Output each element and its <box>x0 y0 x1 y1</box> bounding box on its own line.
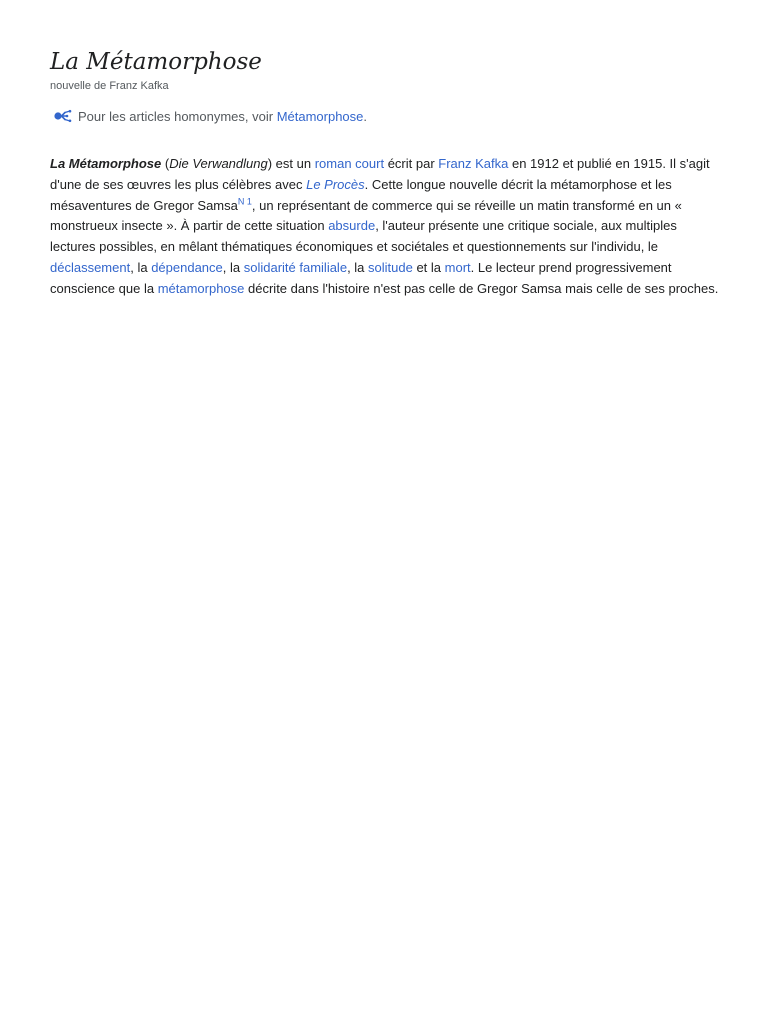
text-segment: décrite dans l'histoire n'est pas celle de Gregor Samsa mais celle de ses proches. <box>244 280 719 296</box>
text-segment: , un représentant de commerce qui se réveille un matin transformé en un « monstrueux insecte ». À partir de cette situation <box>50 197 682 234</box>
note-reference-n1[interactable]: N 1 <box>237 196 252 207</box>
link-franz-kafka[interactable]: Franz Kafka <box>438 156 509 171</box>
intro-paragraph <box>50 154 720 300</box>
text-segment: écrit par <box>384 156 439 171</box>
hatnote-prefix: Pour les articles homonymes, voir <box>78 108 277 124</box>
text-segment: ( <box>161 156 170 171</box>
text-segment: . Cette longue nouvelle décrit la métamorphose et les mésaventures de Gregor Samsa <box>50 176 672 213</box>
article-title-bold: La Métamorphose <box>50 156 162 171</box>
link-dependance[interactable]: dépendance <box>151 259 223 275</box>
text-segment: . Le lecteur prend progressivement conscience que la <box>50 259 672 296</box>
text-segment: , la <box>222 259 244 275</box>
text-segment: en 1912 et publié en 1915. Il s'agit d'une de ses œuvres les plus célèbres avec <box>50 156 710 192</box>
text-segment: , l'auteur présente une critique sociale, aux multiples lectures possibles, en mêlant thématiques économiques et sociétales et questionnements sur l'individu, le <box>50 218 677 255</box>
hatnote <box>53 106 367 126</box>
link-roman-court[interactable]: roman court <box>314 156 385 171</box>
link-le-proces[interactable]: Le Procès <box>306 176 365 192</box>
link-mort[interactable]: mort <box>444 259 471 275</box>
text-segment: et la <box>412 259 445 275</box>
page-title: La Métamorphose <box>50 49 262 75</box>
disambiguation-icon <box>53 109 73 123</box>
text-segment: , la <box>347 259 369 275</box>
link-solitude[interactable]: solitude <box>368 259 413 275</box>
text-segment: ) est un <box>267 156 315 171</box>
metamorphose-disambiguation-link[interactable]: Métamorphose <box>276 108 364 124</box>
link-metamorphose[interactable]: métamorphose <box>157 280 245 296</box>
link-solidarite-familiale[interactable]: solidarité familiale <box>243 259 348 275</box>
hatnote-suffix: . <box>363 108 368 124</box>
original-title: Die Verwandlung <box>169 156 268 171</box>
link-declassement[interactable]: déclassement <box>50 259 131 275</box>
text-segment: , la <box>130 259 152 275</box>
page-subtitle: nouvelle de Franz Kafka <box>50 80 169 92</box>
link-absurde[interactable]: absurde <box>328 218 376 234</box>
hatnote-text <box>78 109 367 124</box>
